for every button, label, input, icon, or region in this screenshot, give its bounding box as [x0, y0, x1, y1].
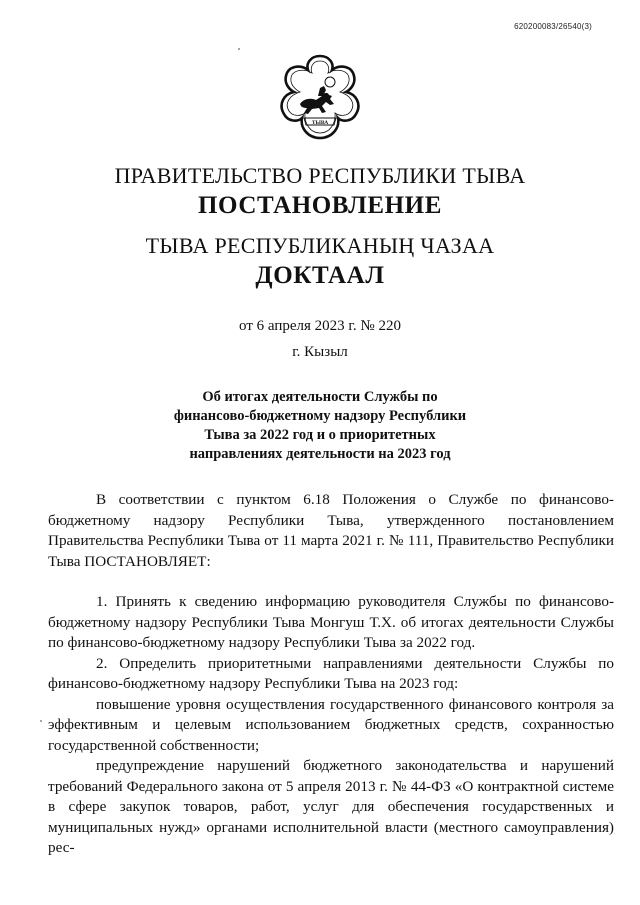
- tuva-coat-of-arms-icon: [274, 52, 366, 144]
- clause-1-paragraph: 1. Принять к сведению информацию руководителя Службы по финансово-бюджетному надзору Республики Тыва Монгуш Т.Х. об итогах деятельности Службы по финансово-бюджетному надзору Республики Тыва за 2022 год.: [48, 593, 614, 651]
- decree-subject: [150, 388, 490, 464]
- decree-type-ru: ПОСТАНОВЛЕНИЕ: [197, 192, 443, 219]
- subject-line: финансово-бюджетному надзору Республики: [173, 408, 467, 424]
- decree-body: [48, 490, 614, 859]
- scan-speck: [40, 720, 42, 722]
- clause-2-paragraph: 2. Определить приоритетными направлениями деятельности Службы по финансово-бюджетному надзору Республики Тыва на 2023 год:: [48, 654, 614, 692]
- subject-line: Тыва за 2022 год и о приоритетных: [204, 427, 436, 443]
- subject-line: Об итогах деятельности Службы по: [202, 389, 438, 405]
- subject-line: направлениях деятельности на 2023 год: [189, 446, 451, 462]
- government-title-ru: ПРАВИТЕЛЬСТВО РЕСПУБЛИКИ ТЫВА: [114, 163, 526, 188]
- clause-2-item-paragraph: повышение уровня осуществления государственного финансового контроля за эффективным и целевым использованием бюджетных средств, сохранностью государственной собственности;: [48, 695, 614, 754]
- government-title-tyv: ТЫВА РЕСПУБЛИКАНЫҢ ЧАЗАА: [145, 233, 495, 258]
- document-code: 620200083/26540(3): [514, 22, 592, 31]
- emblem-label: ТЫВА: [311, 120, 329, 126]
- decree-type-tyv: ДОКТААЛ: [255, 262, 385, 289]
- decree-city: г. Кызыл: [292, 344, 348, 360]
- clause-2-item-paragraph: предупреждение нарушений бюджетного законодательства и нарушений требований Федерального закона от 5 апреля 2013 г. № 44-ФЗ «О контрактной системе в сфере закупок товаров, работ, услуг для обеспечения государственных и муниципальных нужд» органами исполнительной власти (местного самоуправления) рес-: [48, 757, 614, 856]
- decree-date-number: от 6 апреля 2023 г. № 220: [239, 318, 401, 334]
- scan-speck: [238, 48, 240, 50]
- preamble-paragraph: В соответствии с пунктом 6.18 Положения о Службе по финансово-бюджетному надзору Республики Тыва, утвержденного постановлением Правительства Республики Тыва от 11 марта 2021 г. № 111, Правительство Республики Тыва ПОСТАНОВЛЯЕТ:: [48, 491, 614, 570]
